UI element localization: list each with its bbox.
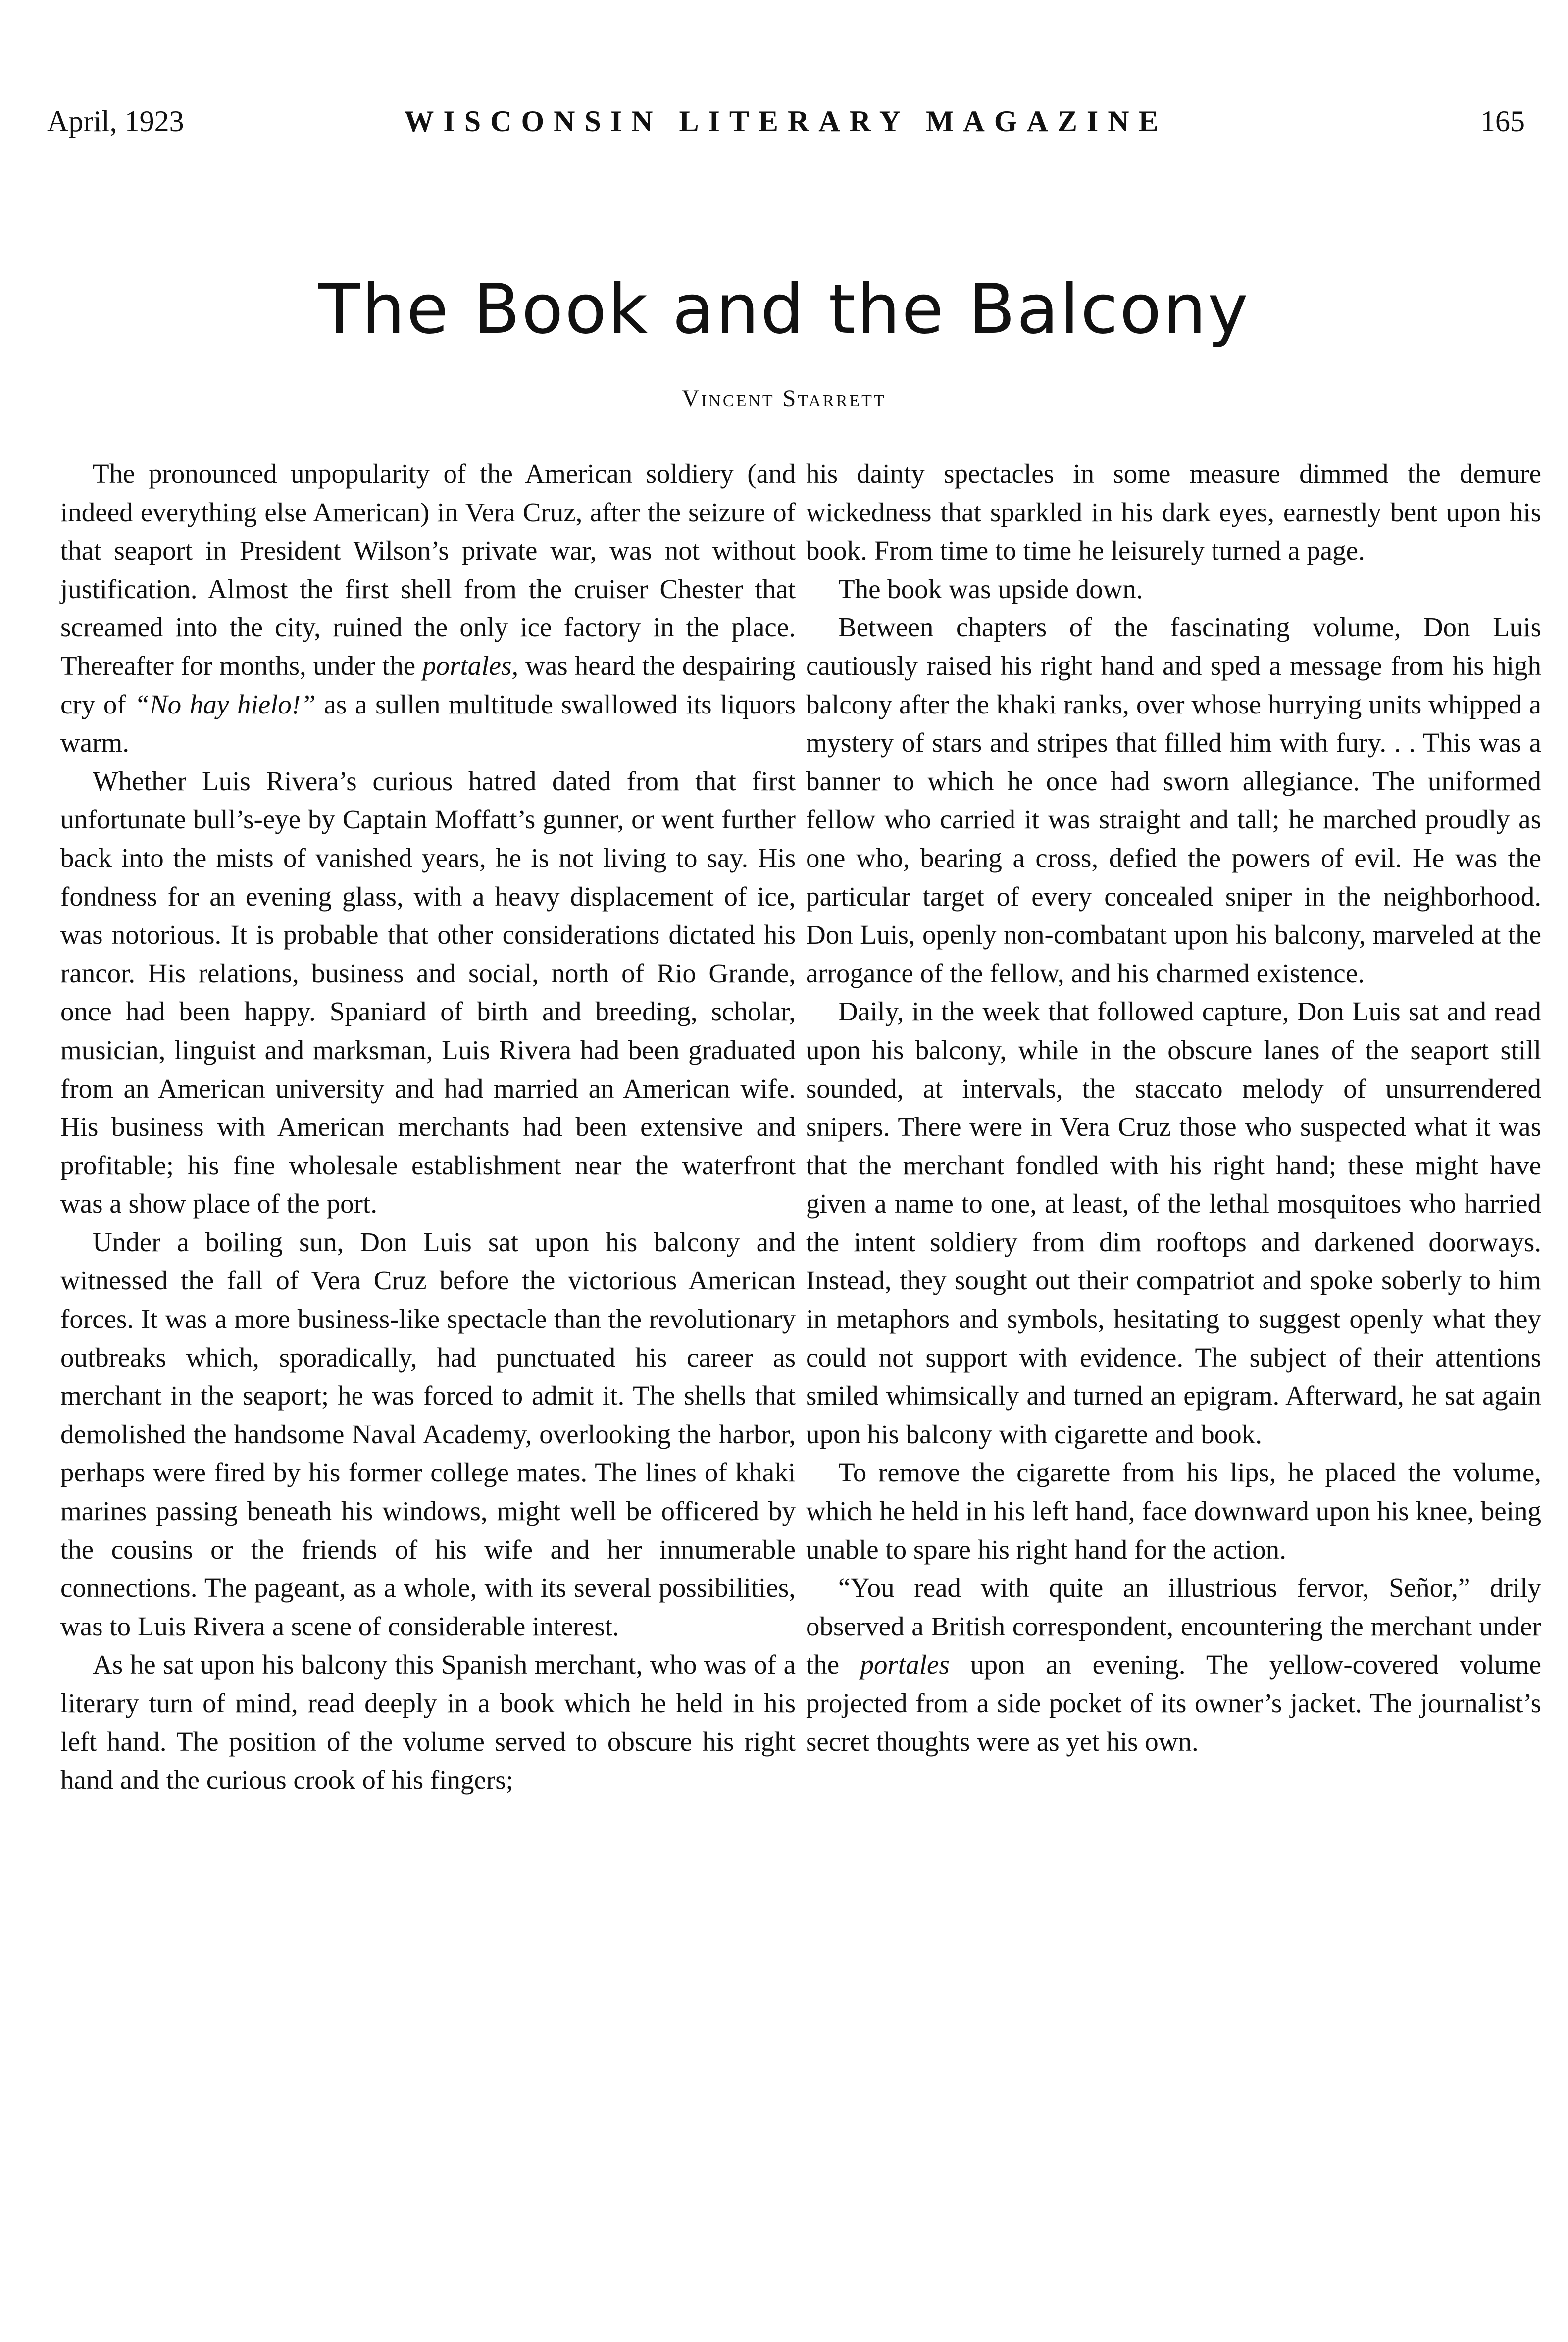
text-run: his dainty spectacles in some measure dimmed the demure wickedness that sparkled in his dark eyes, earnestly bent upon his book. From time to time he leisurely turned a page.	[806, 458, 1541, 566]
italic-phrase: portales	[860, 1649, 950, 1680]
author-byline: Vincent Starrett	[682, 385, 886, 411]
text-run: Whether Luis Rivera’s curious hatred dated from that first unfortunate bull’s-eye by Captain Moffatt’s gunner, or went further back into the mists of vanished years, he is not living to say. His fondness for an evening glass, with a heavy displacement of ice, was notorious. It is probable that other considerations dictated his rancor. His relations, business and social, north of Rio Grande, once had been happy. Spaniard of birth and breeding, scholar, musician, linguist and marksman, Luis Rivera had been graduated from an American university and had married an American wife. His business with American merchants had been extensive and profitable; his fine wholesale establishment near the waterfront was a show place of the port.	[60, 765, 796, 1219]
left-column	[60, 455, 796, 1799]
body-paragraph	[60, 762, 796, 1223]
issue-date: April, 1923	[47, 105, 184, 138]
body-paragraph	[806, 608, 1541, 992]
magazine-title: WISCONSIN LITERARY MAGAZINE	[404, 105, 1168, 138]
text-run: upon an evening. The yellow-covered volume projected from a side pocket of its owner’s jacket. The journalist’s secret thoughts were as yet his own.	[806, 1649, 1541, 1757]
italic-phrase: portales,	[422, 650, 519, 681]
body-paragraph	[806, 570, 1541, 609]
text-run: Under a boiling sun, Don Luis sat upon his balcony and witnessed the fall of Vera Cruz before the victorious American forces. It was a more business-like spectacle than the revolutionary outbreaks which, sporadically, had punctuated his career as merchant in the seaport; he was forced to admit it. The shells that demolished the handsome Naval Academy, overlooking the harbor, perhaps were fired by his former college mates. The lines of khaki marines passing beneath his windows, might well be officered by the cousins or the friends of his wife and her innumerable connections. The pageant, as a whole, with its several possibilities, was to Luis Rivera a scene of considerable interest.	[60, 1226, 796, 1641]
text-run: as a sullen multitude swallowed its liquors warm.	[60, 689, 796, 758]
body-paragraph	[806, 455, 1541, 570]
text-run: As he sat upon his balcony this Spanish merchant, who was of a literary turn of mind, read deeply in a book which he held in his left hand. The position of the volume served to obscure his right hand and the curious crook of his fingers;	[60, 1649, 796, 1795]
body-paragraph	[806, 1569, 1541, 1761]
text-run: The book was upside down.	[838, 573, 1143, 604]
body-paragraph	[60, 1223, 796, 1646]
text-run: was heard the despairing cry of	[60, 650, 796, 719]
italic-phrase: “No hay hielo!”	[134, 689, 316, 719]
page-number: 165	[1480, 105, 1525, 138]
text-run: Between chapters of the fascinating volume, Don Luis cautiously raised his right hand and sped a message from his high balcony after the khaki ranks, over whose hurrying units whipped a mystery of stars and stripes that filled him with fury. . . This was a banner to which he once had sworn allegiance. The uniformed fellow who carried it was straight and tall; he marched proudly as one who, bearing a cross, defied the powers of evil. He was the particular target of every concealed sniper in the neighborhood. Don Luis, openly non-combatant upon his balcony, marveled at the arrogance of the fellow, and his charmed existence.	[806, 612, 1541, 988]
body-paragraph	[60, 1645, 796, 1799]
body-paragraph	[806, 1453, 1541, 1569]
body-paragraph	[806, 992, 1541, 1453]
running-header	[47, 102, 1525, 141]
body-paragraph	[60, 455, 796, 762]
text-run: To remove the cigarette from his lips, he placed the volume, which he held in his left hand, face downward upon his knee, being unable to spare his right hand for the action.	[806, 1457, 1541, 1565]
text-run: Daily, in the week that followed capture, Don Luis sat and read upon his balcony, while in the obscure lanes of the seaport still sounded, at intervals, the staccato melody of unsurrendered snipers. There were in Vera Cruz those who suspected what it was that the merchant fondled with his right hand; these might have given a name to one, at least, of the lethal mosquitoes who harried the intent soldiery from dim rooftops and darkened doorways. Instead, they sought out their compatriot and spoke soberly to him in metaphors and symbols, hesitating to suggest openly what they could not support with evidence. The subject of their attentions smiled whimsically and turned an epigram. Afterward, he sat again upon his balcony with cigarette and book.	[806, 996, 1541, 1449]
article-title: The Book and the Balcony	[318, 269, 1250, 349]
text-run: “You read with quite an illustrious fervor, Señor,” drily observed a British correspondent, encountering the merchant under the	[806, 1573, 1541, 1680]
right-column	[806, 455, 1541, 1761]
text-run: The pronounced unpopularity of the American soldiery (and indeed everything else American) in Vera Cruz, after the seizure of that seaport in President Wilson’s private war, was not without justification. Almost the first shell from the cruiser Chester that screamed into the city, ruined the only ice factory in the place. Thereafter for months, under the	[60, 458, 796, 681]
